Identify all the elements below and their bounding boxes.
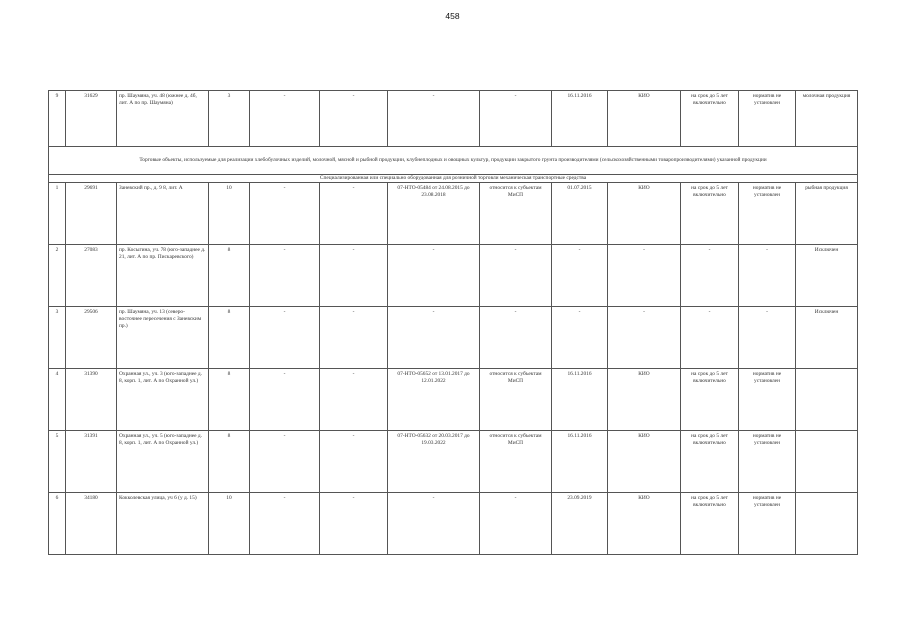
section-heading: Торговые объекты, используемые для реализации хлебобулочных изделий, молочной, мясной и рыбной продукции, клубнеплодных и овощных культур, продукции закрытого грунта производителями (сельскохозяйственными товаропроизводителями) указанной продукции bbox=[49, 147, 858, 175]
subsection-heading: Специализированная или специально оборудованная для розничной торговли механическая транспортные средства bbox=[49, 175, 858, 183]
row-number-cell: 1 bbox=[49, 183, 66, 245]
status-cell: относится к субъектам МиСП bbox=[480, 183, 552, 245]
contract-cell: 07-НТО-05652 от 13.01.2017 до 12.01.2022 bbox=[388, 369, 480, 431]
table-row bbox=[49, 91, 858, 147]
address-cell: Заневский пр., д. 9 8, лит. А bbox=[117, 183, 209, 245]
date-cell: - bbox=[552, 307, 608, 369]
column-5-cell: - bbox=[250, 493, 320, 555]
column-5-cell: - bbox=[250, 183, 320, 245]
column-6-cell: - bbox=[320, 493, 388, 555]
address-cell: пр. Косыгина, уч. 78 (юго-западнее д. 21, лит. А по пр. Пискаревского) bbox=[117, 245, 209, 307]
contract-cell: 07-НТО-05484 от 24.08.2015 до 23.08.2018 bbox=[388, 183, 480, 245]
column-5-cell: - bbox=[250, 245, 320, 307]
row-number-cell: 9 bbox=[49, 91, 66, 147]
status-cell: относится к субъектам МиСП bbox=[480, 431, 552, 493]
column-6-cell: - bbox=[320, 431, 388, 493]
object-code-cell: 31390 bbox=[66, 369, 117, 431]
norm-cell: норматив не установлен bbox=[739, 431, 796, 493]
organization-cell: КИО bbox=[608, 183, 681, 245]
date-cell: 01.07.2015 bbox=[552, 183, 608, 245]
organization-cell: КИО bbox=[608, 493, 681, 555]
term-cell: на срок до 5 лет включительно bbox=[681, 369, 739, 431]
object-code-cell: 29691 bbox=[66, 183, 117, 245]
column-5-cell: - bbox=[250, 431, 320, 493]
status-cell: относится к субъектам МиСП bbox=[480, 369, 552, 431]
specialization-cell: Исключен bbox=[796, 245, 858, 307]
status-cell: - bbox=[480, 91, 552, 147]
row-number-cell: 4 bbox=[49, 369, 66, 431]
address-cell: Кокколевская улица, уч 6 (у д. 15) bbox=[117, 493, 209, 555]
term-cell: на срок до 5 лет включительно bbox=[681, 183, 739, 245]
norm-cell: норматив не установлен bbox=[739, 369, 796, 431]
table-row bbox=[49, 431, 858, 493]
specialization-cell: рыбная продукция bbox=[796, 183, 858, 245]
table-row bbox=[49, 183, 858, 245]
contract-cell: - bbox=[388, 493, 480, 555]
registry-table bbox=[48, 90, 858, 555]
row-number-cell: 5 bbox=[49, 431, 66, 493]
area-cell: 8 bbox=[209, 307, 250, 369]
specialization-cell: молочная продукция bbox=[796, 91, 858, 147]
status-cell: - bbox=[480, 307, 552, 369]
object-code-cell: 34180 bbox=[66, 493, 117, 555]
column-6-cell: - bbox=[320, 245, 388, 307]
object-code-cell: 31391 bbox=[66, 431, 117, 493]
norm-cell: норматив не установлен bbox=[739, 493, 796, 555]
contract-cell: - bbox=[388, 245, 480, 307]
term-cell: - bbox=[681, 307, 739, 369]
date-cell: 16.11.2016 bbox=[552, 91, 608, 147]
table-row bbox=[49, 369, 858, 431]
row-number-cell: 6 bbox=[49, 493, 66, 555]
contract-cell: - bbox=[388, 307, 480, 369]
term-cell: на срок до 5 лет включительно bbox=[681, 493, 739, 555]
term-cell: на срок до 5 лет включительно bbox=[681, 91, 739, 147]
status-cell: - bbox=[480, 245, 552, 307]
object-code-cell: 27083 bbox=[66, 245, 117, 307]
address-cell: пр. Шаумяна, уч. 13 (северо-восточнее пересечения с Заневским пр.) bbox=[117, 307, 209, 369]
subsection-heading-row bbox=[49, 175, 858, 183]
term-cell: на срок до 5 лет включительно bbox=[681, 431, 739, 493]
contract-cell: - bbox=[388, 91, 480, 147]
date-cell: - bbox=[552, 245, 608, 307]
object-code-cell: 29506 bbox=[66, 307, 117, 369]
organization-cell: - bbox=[608, 245, 681, 307]
date-cell: 16.11.2016 bbox=[552, 369, 608, 431]
date-cell: 23.09.2019 bbox=[552, 493, 608, 555]
address-cell: пр. Шаумяна, уч. 48 (южнее д. 4б, лит. А по пр. Шаумяна) bbox=[117, 91, 209, 147]
date-cell: 16.11.2016 bbox=[552, 431, 608, 493]
table-row bbox=[49, 307, 858, 369]
norm-cell: норматив не установлен bbox=[739, 183, 796, 245]
column-6-cell: - bbox=[320, 91, 388, 147]
area-cell: 8 bbox=[209, 245, 250, 307]
organization-cell: - bbox=[608, 307, 681, 369]
column-5-cell: - bbox=[250, 369, 320, 431]
organization-cell: КИО bbox=[608, 431, 681, 493]
column-5-cell: - bbox=[250, 307, 320, 369]
specialization-cell bbox=[796, 369, 858, 431]
area-cell: 8 bbox=[209, 369, 250, 431]
norm-cell: - bbox=[739, 307, 796, 369]
page-number: 458 bbox=[445, 11, 460, 21]
table-body bbox=[49, 91, 858, 555]
object-code-cell: 31629 bbox=[66, 91, 117, 147]
area-cell: 10 bbox=[209, 183, 250, 245]
specialization-cell bbox=[796, 493, 858, 555]
organization-cell: КИО bbox=[608, 91, 681, 147]
row-number-cell: 3 bbox=[49, 307, 66, 369]
norm-cell: норматив не установлен bbox=[739, 91, 796, 147]
address-cell: Охранная ул., уч. 3 (юго-западнее д. 8, корп. 1, лит. А по Охранной ул.) bbox=[117, 369, 209, 431]
contract-cell: 07-НТО-05632 от 20.03.2017 до 19.03.2022 bbox=[388, 431, 480, 493]
term-cell: - bbox=[681, 245, 739, 307]
table-row bbox=[49, 493, 858, 555]
column-6-cell: - bbox=[320, 307, 388, 369]
area-cell: 10 bbox=[209, 493, 250, 555]
organization-cell: КИО bbox=[608, 369, 681, 431]
address-cell: Охранная ул., уч. 5 (юго-западнее д. 8, корп. 1, лит. А по Охранной ул.) bbox=[117, 431, 209, 493]
specialization-cell: Исключен bbox=[796, 307, 858, 369]
status-cell: - bbox=[480, 493, 552, 555]
area-cell: 3 bbox=[209, 91, 250, 147]
specialization-cell bbox=[796, 431, 858, 493]
section-heading-row bbox=[49, 147, 858, 175]
table-row bbox=[49, 245, 858, 307]
column-6-cell: - bbox=[320, 369, 388, 431]
column-6-cell: - bbox=[320, 183, 388, 245]
area-cell: 8 bbox=[209, 431, 250, 493]
column-5-cell: - bbox=[250, 91, 320, 147]
norm-cell: - bbox=[739, 245, 796, 307]
row-number-cell: 2 bbox=[49, 245, 66, 307]
